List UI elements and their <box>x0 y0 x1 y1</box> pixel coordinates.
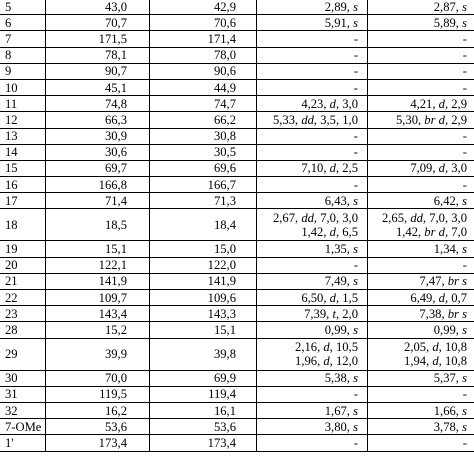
proton-shift-cell-2 <box>368 177 474 193</box>
carbon-shift-cell-2: 30,5 <box>150 144 257 160</box>
table-row <box>0 338 474 370</box>
proton-shift-cell-2 <box>368 241 474 257</box>
carbon-shift-cell-2: 44,9 <box>150 79 257 95</box>
proton-shift-cell-2 <box>368 402 474 418</box>
position-cell: 28 <box>0 322 46 338</box>
proton-shift-cell-1 <box>257 257 368 273</box>
carbon-shift-cell-2: 53,6 <box>150 419 257 435</box>
carbon-shift-cell-2: 66,2 <box>150 112 257 128</box>
proton-shift-cell-2 <box>368 160 474 176</box>
carbon-shift-cell-2: 69,6 <box>150 160 257 176</box>
proton-shift-cell-1 <box>257 0 368 15</box>
proton-shift-cell-1 <box>257 144 368 160</box>
proton-shift-cell-1 <box>257 290 368 306</box>
table-row <box>0 209 474 241</box>
carbon-shift-cell-1: 173,4 <box>46 435 150 451</box>
carbon-shift-cell-1: 78,1 <box>46 47 150 63</box>
proton-shift-line: 2,67, dd, 7,0, 3,0 <box>272 210 358 225</box>
table-row <box>0 370 474 386</box>
position-cell: 30 <box>0 370 46 386</box>
position-cell: 16 <box>0 177 46 193</box>
proton-shift-line: 1,67, s <box>324 403 358 418</box>
proton-shift-line: 2,89, s <box>324 0 358 14</box>
position-cell: 19 <box>0 241 46 257</box>
proton-shift-line: 7,09, d, 3,0 <box>410 161 467 176</box>
carbon-shift-cell-1: 43,0 <box>46 0 150 15</box>
carbon-shift-cell-2: 90,6 <box>150 63 257 79</box>
proton-shift-line: - <box>353 145 358 160</box>
proton-shift-cell-2 <box>368 290 474 306</box>
proton-shift-line: 5,91, s <box>324 15 358 30</box>
proton-shift-line: 3,78, s <box>433 419 467 434</box>
proton-shift-cell-1 <box>257 322 368 338</box>
table-row <box>0 435 474 451</box>
carbon-shift-cell-2: 69,9 <box>150 370 257 386</box>
carbon-shift-cell-1: 166,8 <box>46 177 150 193</box>
position-cell: 9 <box>0 63 46 79</box>
proton-shift-cell-2 <box>368 386 474 402</box>
table-row <box>0 96 474 112</box>
proton-shift-cell-1 <box>257 386 368 402</box>
carbon-shift-cell-1: 143,4 <box>46 306 150 322</box>
carbon-shift-cell-2: 173,4 <box>150 435 257 451</box>
proton-shift-line: 7,47, br s <box>419 274 467 289</box>
carbon-shift-cell-2: 15,1 <box>150 322 257 338</box>
proton-shift-line: 3,80, s <box>324 419 358 434</box>
proton-shift-cell-2 <box>368 193 474 209</box>
proton-shift-cell-1 <box>257 273 368 289</box>
proton-shift-line: 5,37, s <box>433 371 467 386</box>
proton-shift-cell-2 <box>368 96 474 112</box>
carbon-shift-cell-2: 70,6 <box>150 15 257 31</box>
proton-shift-line: 1,94, d, 10,8 <box>404 354 467 369</box>
table-row <box>0 177 474 193</box>
position-cell: 32 <box>0 402 46 418</box>
proton-shift-line: - <box>353 80 358 95</box>
proton-shift-cell-2 <box>368 31 474 47</box>
proton-shift-line: 4,21, d, 2,9 <box>410 96 467 111</box>
proton-shift-line: - <box>462 145 467 160</box>
proton-shift-cell-1 <box>257 112 368 128</box>
position-cell: 18 <box>0 209 46 241</box>
proton-shift-cell-1 <box>257 241 368 257</box>
carbon-shift-cell-2: 78,0 <box>150 47 257 63</box>
carbon-shift-cell-2: 109,6 <box>150 290 257 306</box>
position-cell: 23 <box>0 306 46 322</box>
proton-shift-cell-2 <box>368 435 474 451</box>
carbon-shift-cell-2: 71,3 <box>150 193 257 209</box>
proton-shift-line: - <box>353 177 358 192</box>
proton-shift-line: - <box>353 435 358 450</box>
position-cell: 20 <box>0 257 46 273</box>
proton-shift-line: - <box>462 258 467 273</box>
proton-shift-line: - <box>462 80 467 95</box>
carbon-shift-cell-1: 45,1 <box>46 79 150 95</box>
carbon-shift-cell-1: 15,1 <box>46 241 150 257</box>
proton-shift-cell-2 <box>368 112 474 128</box>
proton-shift-line: - <box>353 31 358 46</box>
table-row <box>0 160 474 176</box>
proton-shift-line: 6,42, s <box>433 193 467 208</box>
proton-shift-cell-1 <box>257 47 368 63</box>
table-row <box>0 193 474 209</box>
table-row <box>0 419 474 435</box>
table-row <box>0 241 474 257</box>
proton-shift-line: - <box>353 387 358 402</box>
carbon-shift-cell-1: 30,6 <box>46 144 150 160</box>
proton-shift-line: - <box>353 64 358 79</box>
carbon-shift-cell-2: 143,3 <box>150 306 257 322</box>
carbon-shift-cell-1: 141,9 <box>46 273 150 289</box>
proton-shift-cell-2 <box>368 419 474 435</box>
proton-shift-line: - <box>462 31 467 46</box>
table-row <box>0 402 474 418</box>
proton-shift-line: - <box>353 258 358 273</box>
proton-shift-line: 0,99, s <box>324 322 358 337</box>
position-cell: 1' <box>0 435 46 451</box>
table-row <box>0 128 474 144</box>
position-cell: 14 <box>0 144 46 160</box>
carbon-shift-cell-1: 74,8 <box>46 96 150 112</box>
proton-shift-cell-1 <box>257 209 368 241</box>
proton-shift-cell-1 <box>257 338 368 370</box>
position-cell: 11 <box>0 96 46 112</box>
proton-shift-cell-2 <box>368 306 474 322</box>
proton-shift-line: 5,33, dd, 3,5, 1,0 <box>272 112 358 127</box>
table-row <box>0 0 474 15</box>
proton-shift-line: 7,39, t, 2,0 <box>304 306 358 321</box>
proton-shift-line: - <box>462 64 467 79</box>
carbon-shift-cell-1: 171,5 <box>46 31 150 47</box>
carbon-shift-cell-2: 15,0 <box>150 241 257 257</box>
carbon-shift-cell-2: 39,8 <box>150 338 257 370</box>
proton-shift-line: 6,50, d, 1,5 <box>301 290 358 305</box>
position-cell: 31 <box>0 386 46 402</box>
proton-shift-line: - <box>353 129 358 144</box>
carbon-shift-cell-1: 122,1 <box>46 257 150 273</box>
proton-shift-cell-2 <box>368 15 474 31</box>
proton-shift-cell-2 <box>368 47 474 63</box>
carbon-shift-cell-1: 69,7 <box>46 160 150 176</box>
proton-shift-cell-1 <box>257 177 368 193</box>
proton-shift-line: 7,49, s <box>324 274 358 289</box>
carbon-shift-cell-2: 122,0 <box>150 257 257 273</box>
carbon-shift-cell-1: 109,7 <box>46 290 150 306</box>
proton-shift-line: - <box>462 435 467 450</box>
proton-shift-cell-2 <box>368 79 474 95</box>
proton-shift-cell-2 <box>368 63 474 79</box>
carbon-shift-cell-1: 16,2 <box>46 402 150 418</box>
proton-shift-cell-2 <box>368 273 474 289</box>
proton-shift-line: 5,38, s <box>324 371 358 386</box>
proton-shift-line: 1,66, s <box>433 403 467 418</box>
proton-shift-line: 1,35, s <box>324 242 358 257</box>
table-row <box>0 257 474 273</box>
table-row <box>0 144 474 160</box>
carbon-shift-cell-2: 74,7 <box>150 96 257 112</box>
carbon-shift-cell-2: 18,4 <box>150 209 257 241</box>
proton-shift-cell-1 <box>257 160 368 176</box>
proton-shift-line: 7,10, d, 2,5 <box>301 161 358 176</box>
table-row <box>0 31 474 47</box>
carbon-shift-cell-2: 171,4 <box>150 31 257 47</box>
carbon-shift-cell-2: 42,9 <box>150 0 257 15</box>
carbon-shift-cell-1: 15,2 <box>46 322 150 338</box>
proton-shift-line: 0,99, s <box>433 322 467 337</box>
proton-shift-cell-2 <box>368 128 474 144</box>
position-cell: 15 <box>0 160 46 176</box>
carbon-shift-cell-1: 66,3 <box>46 112 150 128</box>
position-cell: 8 <box>0 47 46 63</box>
table-row <box>0 79 474 95</box>
proton-shift-line: 2,16, d, 10,5 <box>295 340 358 355</box>
position-cell: 7 <box>0 31 46 47</box>
proton-shift-line: 5,30, br d, 2,9 <box>395 112 467 127</box>
proton-shift-cell-2 <box>368 144 474 160</box>
proton-shift-line: 6,49, d, 0,7 <box>410 290 467 305</box>
table-row <box>0 63 474 79</box>
table-row <box>0 15 474 31</box>
proton-shift-line: 5,89, s <box>433 15 467 30</box>
position-cell: 10 <box>0 79 46 95</box>
carbon-shift-cell-1: 71,4 <box>46 193 150 209</box>
proton-shift-cell-2 <box>368 370 474 386</box>
position-cell: 12 <box>0 112 46 128</box>
proton-shift-line: - <box>462 177 467 192</box>
proton-shift-cell-2 <box>368 322 474 338</box>
proton-shift-cell-1 <box>257 402 368 418</box>
carbon-shift-cell-2: 16,1 <box>150 402 257 418</box>
table-row <box>0 112 474 128</box>
carbon-shift-cell-1: 70,7 <box>46 15 150 31</box>
proton-shift-cell-2 <box>368 209 474 241</box>
proton-shift-line: 2,05, d, 10,8 <box>404 340 467 355</box>
carbon-shift-cell-1: 18,5 <box>46 209 150 241</box>
carbon-shift-cell-2: 141,9 <box>150 273 257 289</box>
proton-shift-cell-2 <box>368 338 474 370</box>
carbon-shift-cell-2: 119,4 <box>150 386 257 402</box>
proton-shift-line: - <box>462 387 467 402</box>
carbon-shift-cell-2: 166,7 <box>150 177 257 193</box>
position-cell: 21 <box>0 273 46 289</box>
proton-shift-line: 2,65, dd, 7,0, 3,0 <box>381 210 467 225</box>
proton-shift-cell-1 <box>257 370 368 386</box>
carbon-shift-cell-1: 90,7 <box>46 63 150 79</box>
proton-shift-line: 1,96, d, 12,0 <box>295 354 358 369</box>
proton-shift-cell-1 <box>257 419 368 435</box>
position-cell: 7-OMe <box>0 419 46 435</box>
proton-shift-cell-1 <box>257 79 368 95</box>
position-cell: 13 <box>0 128 46 144</box>
proton-shift-cell-1 <box>257 193 368 209</box>
proton-shift-cell-1 <box>257 435 368 451</box>
proton-shift-line: 1,42, br d, 7,0 <box>395 224 467 239</box>
proton-shift-cell-1 <box>257 31 368 47</box>
proton-shift-cell-1 <box>257 96 368 112</box>
table-row <box>0 322 474 338</box>
position-cell: 6 <box>0 15 46 31</box>
proton-shift-line: - <box>462 48 467 63</box>
table-row <box>0 290 474 306</box>
proton-shift-cell-1 <box>257 63 368 79</box>
proton-shift-cell-1 <box>257 15 368 31</box>
table-row <box>0 386 474 402</box>
carbon-shift-cell-1: 53,6 <box>46 419 150 435</box>
proton-shift-cell-1 <box>257 128 368 144</box>
table-row <box>0 306 474 322</box>
proton-shift-cell-1 <box>257 306 368 322</box>
table-row <box>0 47 474 63</box>
proton-shift-line: - <box>353 48 358 63</box>
carbon-shift-cell-1: 30,9 <box>46 128 150 144</box>
proton-shift-line: - <box>462 129 467 144</box>
table-row <box>0 273 474 289</box>
proton-shift-line: 6,43, s <box>324 193 358 208</box>
proton-shift-line: 4,23, d, 3,0 <box>301 96 358 111</box>
proton-shift-cell-2 <box>368 257 474 273</box>
proton-shift-line: 1,42, d, 6,5 <box>301 224 358 239</box>
position-cell: 5 <box>0 0 46 15</box>
proton-shift-cell-2 <box>368 0 474 15</box>
position-cell: 17 <box>0 193 46 209</box>
position-cell: 29 <box>0 338 46 370</box>
carbon-shift-cell-1: 39,9 <box>46 338 150 370</box>
proton-shift-line: 7,38, br s <box>419 306 467 321</box>
carbon-shift-cell-1: 119,5 <box>46 386 150 402</box>
proton-shift-line: 1,34, s <box>433 242 467 257</box>
carbon-shift-cell-1: 70,0 <box>46 370 150 386</box>
position-cell: 22 <box>0 290 46 306</box>
carbon-shift-cell-2: 30,8 <box>150 128 257 144</box>
proton-shift-line: 2,87, s <box>433 0 467 14</box>
